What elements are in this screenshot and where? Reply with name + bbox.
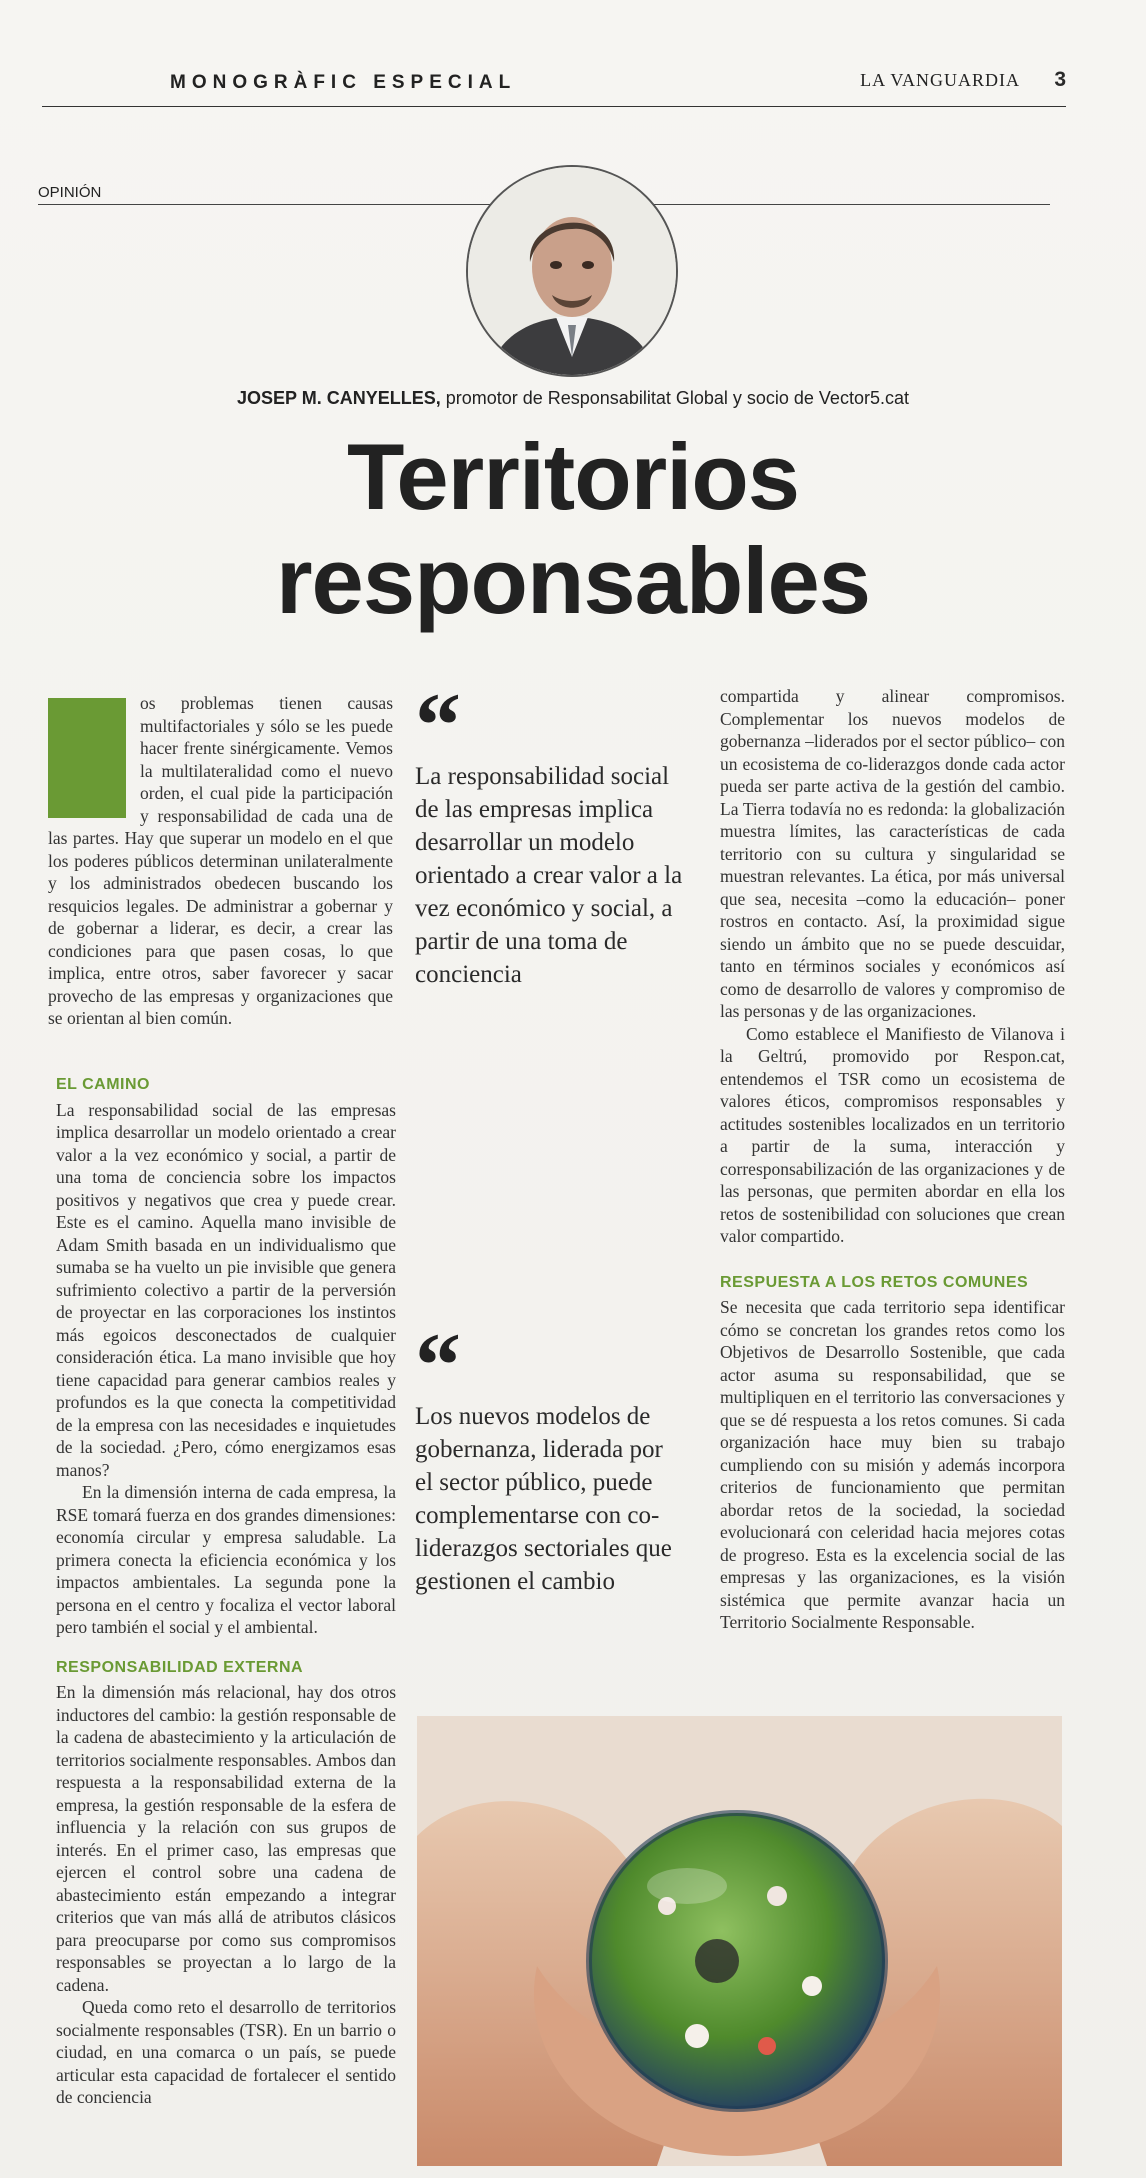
subhead-externa: RESPONSABILIDAD EXTERNA	[56, 1658, 304, 1676]
paragraph-compartida: compartida y alinear compromisos. Complementar los nuevos modelos de gobernanza –liderados por el sector público– con un ecosistema de co-liderazgos donde cada actor pueda ser parte activa de la gestión del cambio. La Tierra todavía no es redonda: la globalización muestra límites, las características de cada territorio con su cultura y singularidad se muestran relevantes. La ética, por más universal que sea, necesita –como la educación– poner rostros en contacto. Así, la proximidad sigue siendo un ámbito que no se puede descuidar, tanto en términos sociales y económicos así como de desarrollo de valores y compromiso de las personas y de las organizaciones.	[720, 686, 1065, 1021]
portrait-illustration	[468, 167, 676, 375]
column-1-body	[56, 1062, 396, 2109]
paragraph-reto: Queda como reto el desarrollo de territorios socialmente responsables (TSR). En un barrio o ciudad, en una comarca o un país, se puede articular esta capacidad de fortalecer el sentido de conciencia	[56, 1997, 396, 2107]
pull-quote-text: La responsabilidad social de las empresas implica desarrollar un modelo orientado a crear valor a la vez económico y social, a partir de una toma de conciencia	[415, 763, 683, 988]
intro-paragraph: os problemas tienen causas multifactoriales y sólo se les puede hacer frente sinérgicamente. Vemos la multilateralidad como el nuevo orden, el cual pide la participación y responsabilidad de cada una de las partes. Hay que superar un modelo en el que los poderes públicos determinan unilateralmente y los administrados obedecen buscando los resquicios legales. De administrar a gobernar y de gobernar a liderar, es decir, a crear las condiciones para que pasen cosas, lo que implica, entre otros, saber favorecer y sacar provecho de las empresas y organizaciones que se orientan al bien común.	[48, 693, 393, 1028]
pull-quote-1	[415, 674, 685, 991]
section-kicker: OPINIÓN	[38, 184, 102, 201]
author-role: promotor de Responsabilitat Global y socio de Vector5.cat	[440, 388, 909, 408]
paragraph-dimension: En la dimensión interna de cada empresa, la RSE tomará fuerza en dos grandes dimensiones: economía circular y empresa saludable. La primera conecta la eficiencia económica y los impactos ambientales. La segunda pone la persona en el centro y focaliza el vector laboral pero también el social y el ambiental.	[56, 1482, 396, 1637]
headline: Territorios responsables	[275, 424, 871, 633]
hands-globe-photo	[417, 1716, 1062, 2166]
pull-quote-text: Los nuevos modelos de gobernanza, liderada por el sector público, puede complementarse con co-liderazgos sectoriales que gestionen el cambio	[415, 1403, 672, 1595]
quote-mark-icon: “	[415, 674, 461, 776]
author-portrait	[466, 165, 678, 377]
masthead: LA VANGUARDIA	[860, 70, 1020, 90]
subhead-respuesta: RESPUESTA A LOS RETOS COMUNES	[720, 1273, 1029, 1291]
subhead-camino: EL CAMINO	[56, 1076, 150, 1093]
pull-quote-2	[415, 1314, 685, 1598]
section-title: MONOGRÀFIC ESPECIAL	[170, 72, 517, 93]
dropcap-letter-l	[48, 698, 126, 818]
hands-globe-illustration	[417, 1716, 1062, 2166]
byline	[0, 388, 1146, 409]
page-number: 3	[1054, 68, 1066, 91]
column-1-intro	[48, 692, 393, 1030]
author-name: JOSEP M. CANYELLES,	[237, 388, 441, 408]
quote-mark-icon: “	[415, 1314, 461, 1416]
paragraph-manifiesto: Como establece el Manifiesto de Vilanova i la Geltrú, promovido por Respon.cat, entendemos el TSR como un ecosistema de valores éticos, compromisos responsables y actitudes sostenibles localizados en un territorio a partir de la suma, interacción y corresponsabilización de las organizaciones y de las personas, que permiten abordar en ella los retos de sostenibilidad con soluciones que crean valor compartido.	[720, 1023, 1065, 1246]
paragraph-externa: En la dimensión más relacional, hay dos otros inductores del cambio: la gestión responsable de la cadena de abastecimiento y la articulación de territorios socialmente responsables. Ambos dan respuesta a la responsabilidad externa de la empresa, la gestión responsable de la esfera de influencia y la relación con sus grupos de interés. En el primer caso, las empresas que ejercen el control sobre una cadena de abastecimiento están empezando a integrar criterios que van más allá de atributos clásicos para preocuparse por como sus compromisos responsables se proyectan a lo largo de la cadena.	[56, 1682, 396, 1995]
column-3	[720, 685, 1065, 1634]
paragraph-camino: La responsabilidad social de las empresas implica desarrollar un modelo orientado a crear valor a la vez económico y social, a partir de una toma de conciencia sobre los impactos positivos y negativos que crea y puede crear. Este es el camino. Aquella mano invisible de Adam Smith basada en un individualismo que sumaba se ha vuelto un pie invisible que genera sufrimiento colectivo a partir de la perversión de proyectar en las corporaciones los instintos más egoicos desconectados de cualquier consideración ética. La mano invisible que hoy tiene capacidad para generar cambios reales y profundos es la que conecta la competitividad de la empresa con las necesidades e inquietudes de la sociedad. ¿Pero, cómo energizamos esas manos?	[56, 1099, 396, 1480]
page-header	[42, 70, 1066, 107]
paragraph-respuesta: Se necesita que cada territorio sepa identificar cómo se concretan los grandes retos como los Objetivos de Desarrollo Sostenible, que cada actor asuma su responsabilidad, que se multipliquen en el territorio las conversaciones y que se dé respuesta a los retos comunes. Si cada organización hace muy bien su trabajo cumpliendo con su misión y además incorpora criterios de funcionamiento que permitan abordar retos de la sociedad, la sociedad evolucionará con celeridad hacia mejores cotas de progreso. Esta es la excelencia social de las empresas y las organizaciones, es la visión sistémica que permite avanzar hacia un Territorio Socialmente Responsable.	[720, 1297, 1065, 1632]
